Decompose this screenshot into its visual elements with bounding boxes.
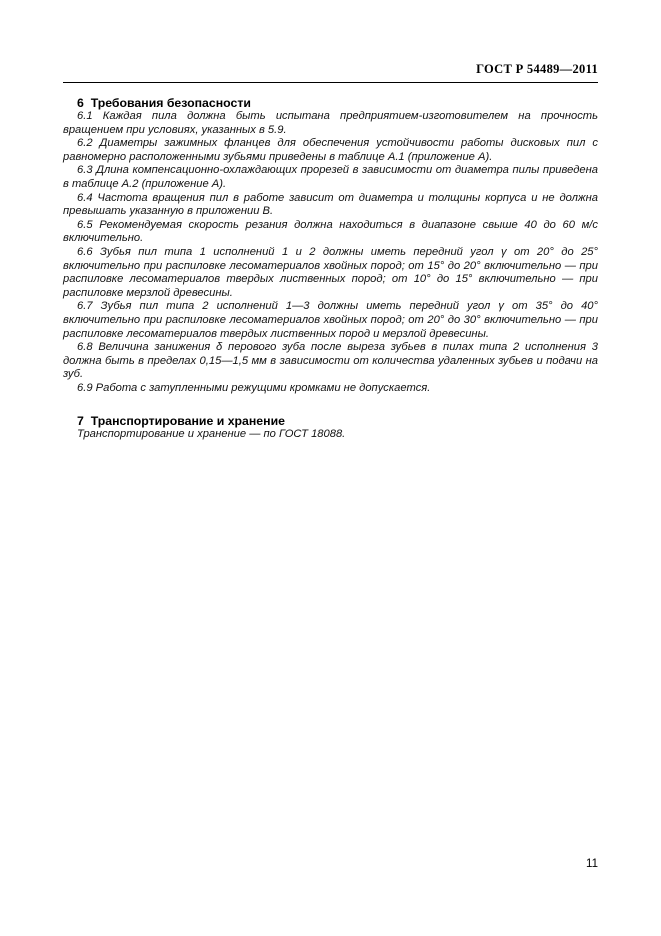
paragraph-6-6: 6.6 Зубья пил типа 1 исполнений 1 и 2 должны иметь передний угол γ от 20° до 25° включительно при распиловке лесоматериалов хвойных пород; от 15° до 20° включительно — при распиловке лесоматериалов твердых лиственных пород; от 10° до 15° включительно — при распиловке мерзлой древесины. bbox=[63, 245, 598, 299]
paragraph-7-1: Транспортирование и хранение — по ГОСТ 18088. bbox=[77, 428, 346, 441]
section-7 bbox=[63, 414, 598, 442]
header-divider bbox=[63, 82, 598, 83]
section-6-heading bbox=[77, 96, 598, 110]
section-7-title bbox=[77, 414, 598, 428]
section-6-title-text: Требования безопасности bbox=[90, 96, 251, 110]
page-header-standard-number: ГОСТ Р 54489—2011 bbox=[476, 62, 598, 76]
paragraph-6-2: 6.2 Диаметры зажимных фланцев для обеспечения устойчивости работы дисковых пил с равномерно расположенными зубьями приведены в таблице А.1 (приложение А). bbox=[63, 137, 598, 163]
section-6-number: 6 bbox=[77, 96, 84, 110]
paragraph-6-3: 6.3 Длина компенсационно-охлаждающих прорезей в зависимости от диаметра пилы приведена в таблице А.2 (приложение А). bbox=[63, 164, 598, 190]
section-7-number: 7 bbox=[77, 414, 84, 429]
paragraph-6-1: 6.1 Каждая пила должна быть испытана предприятием-изготовителем на прочность вращением при условиях, указанных в 5.9. bbox=[63, 110, 598, 136]
section-7-heading bbox=[77, 414, 598, 428]
paragraph-6-4: 6.4 Частота вращения пил в работе зависит от диаметра и толщины корпуса и не должна превышать указанную в приложении В. bbox=[63, 191, 598, 218]
page-number: 11 bbox=[586, 858, 598, 870]
section-7-title-text: Транспортирование и хранение bbox=[90, 414, 285, 429]
paragraph-6-7: 6.7 Зубья пил типа 2 исполнений 1—3 должны иметь передний угол γ от 35° до 40° включительно при распиловке лесоматериалов хвойных пород; от 20° до 30° включительно — при распиловке лесоматериалов твердых лиственных пород и мерзлой древесины. bbox=[63, 300, 598, 340]
paragraph-6-5: 6.5 Рекомендуемая скорость резания должна находиться в диапазоне свыше 40 до 60 м/с включительно. bbox=[63, 218, 598, 245]
paragraph-6-9: 6.9 Работа с затупленными режущими кромками не допускается. bbox=[77, 381, 431, 394]
paragraph-6-8: 6.8 Величина занижения δ перового зуба после выреза зубьев в пилах типа 2 исполнения 3 должна быть в пределах 0,15—1,5 мм в зависимости от количества удаленных зубьев и подачи на зуб. bbox=[63, 341, 598, 381]
section-6 bbox=[63, 96, 598, 395]
document-body bbox=[63, 96, 598, 442]
section-6-title bbox=[77, 96, 598, 110]
